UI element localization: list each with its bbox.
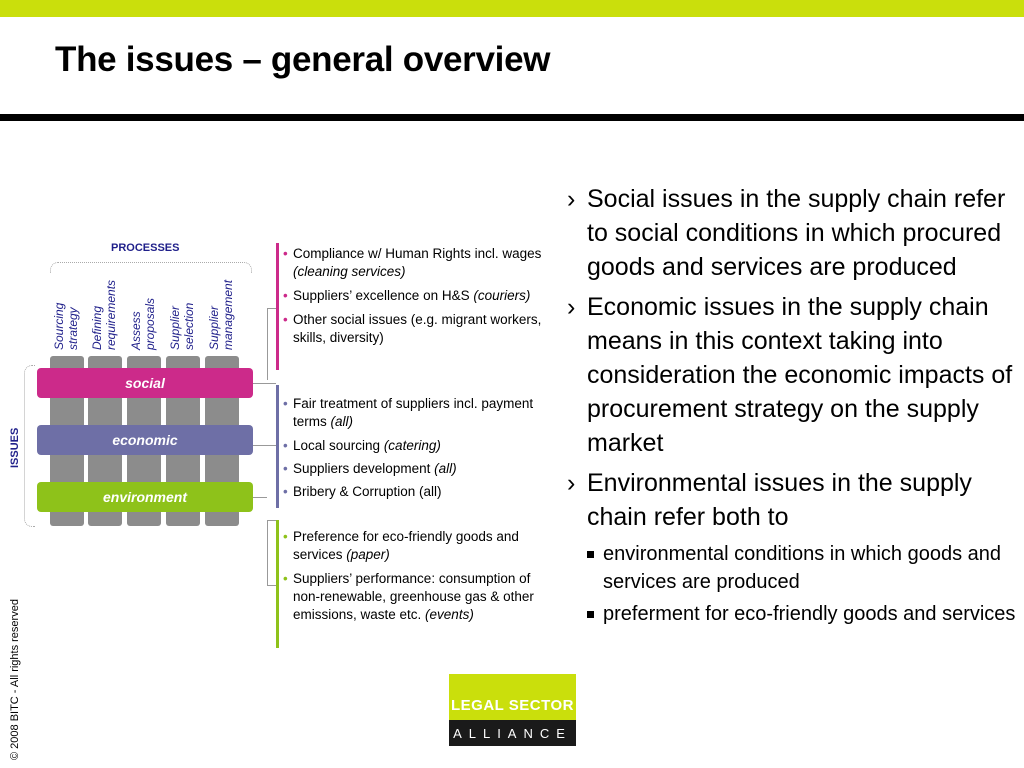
process-label-line: Sourcing bbox=[52, 302, 66, 350]
process-label-line: Defining bbox=[90, 305, 104, 350]
sub-point-text: environmental conditions in which goods and services are produced bbox=[603, 543, 1002, 593]
bullet-marker: • bbox=[283, 484, 288, 499]
bullet-marker: • bbox=[283, 529, 288, 544]
process-label-line: Supplier bbox=[168, 305, 182, 350]
connector-economic bbox=[253, 445, 276, 446]
process-label-line: management bbox=[221, 279, 235, 350]
logo-bottom-text: ALLIANCE bbox=[449, 720, 576, 746]
list-item bbox=[283, 460, 548, 478]
issue-note: (cleaning services) bbox=[293, 264, 406, 279]
issues-brace bbox=[24, 365, 35, 527]
issue-text: Suppliers development bbox=[293, 461, 435, 476]
list-item bbox=[283, 311, 548, 347]
main-point bbox=[563, 182, 1018, 284]
legal-sector-alliance-logo bbox=[449, 674, 576, 746]
main-points-list bbox=[563, 182, 1018, 634]
process-label-line: requirements bbox=[104, 279, 118, 350]
issue-note: (all) bbox=[330, 414, 354, 429]
main-point bbox=[563, 466, 1018, 628]
square-bullet-icon bbox=[587, 551, 594, 558]
main-point-text: Social issues in the supply chain refer to social conditions in which procured goods and services are produced bbox=[587, 185, 1006, 281]
bullet-marker: • bbox=[283, 288, 288, 303]
bullet-marker: • bbox=[283, 246, 288, 261]
square-bullet-icon bbox=[587, 611, 594, 618]
processes-label: PROCESSES bbox=[111, 242, 180, 254]
main-point-text: Economic issues in the supply chain means in this context taking into consideration the economic impacts of procurement strategy on the supply market bbox=[587, 293, 1013, 457]
connector-environment bbox=[253, 497, 267, 498]
issue-text: Suppliers’ performance: consumption of non-renewable, greenhouse gas & other emissions, waste etc. bbox=[293, 571, 534, 622]
list-item bbox=[283, 287, 548, 305]
connector-social bbox=[253, 383, 276, 384]
list-item bbox=[283, 395, 548, 431]
issue-text: Local sourcing bbox=[293, 438, 384, 453]
process-label-line: strategy bbox=[66, 307, 80, 350]
page-title: The issues – general overview bbox=[55, 40, 551, 79]
band-environment: environment bbox=[37, 482, 253, 512]
main-point bbox=[563, 290, 1018, 460]
environment-issues-list bbox=[283, 528, 548, 630]
social-issues-list bbox=[283, 245, 548, 353]
issue-text: Bribery & Corruption (all) bbox=[293, 484, 442, 499]
sub-point bbox=[587, 600, 1018, 628]
list-item bbox=[283, 570, 548, 624]
process-label-supplier-management bbox=[207, 280, 235, 350]
logo-top-text: LEGAL SECTOR bbox=[449, 674, 576, 720]
issue-note: (all) bbox=[434, 461, 457, 476]
chevron-marker: › bbox=[567, 469, 576, 497]
top-accent-bar bbox=[0, 0, 1024, 17]
bullet-marker: • bbox=[283, 461, 288, 476]
social-bracket bbox=[267, 308, 268, 380]
bullet-marker: • bbox=[283, 396, 288, 411]
list-item bbox=[283, 245, 548, 281]
sub-point bbox=[587, 540, 1018, 596]
chevron-marker: › bbox=[567, 293, 576, 321]
process-label-sourcing-strategy bbox=[52, 303, 80, 350]
process-label-assess-proposals bbox=[129, 298, 157, 350]
issue-note: (events) bbox=[425, 607, 474, 622]
issue-text: Compliance w/ Human Rights incl. wages bbox=[293, 246, 542, 261]
title-rule bbox=[0, 114, 1024, 121]
process-label-line: proposals bbox=[143, 297, 157, 350]
chevron-marker: › bbox=[567, 185, 576, 213]
economic-issues-list bbox=[283, 395, 548, 507]
issue-note: (catering) bbox=[383, 438, 441, 453]
process-label-line: Supplier bbox=[207, 305, 221, 350]
sub-point-text: preferment for eco-friendly goods and services bbox=[603, 603, 1016, 625]
band-social: social bbox=[37, 368, 253, 398]
issue-text: Other social issues (e.g. migrant workers, skills, diversity) bbox=[293, 312, 542, 345]
bullet-marker: • bbox=[283, 571, 288, 586]
band-economic: economic bbox=[37, 425, 253, 455]
list-item bbox=[283, 483, 548, 501]
issue-text: Fair treatment of suppliers incl. payment terms bbox=[293, 396, 534, 429]
process-label-line: selection bbox=[182, 302, 196, 350]
list-item bbox=[283, 528, 548, 564]
process-label-line: Assess bbox=[129, 311, 143, 350]
economic-accent-line bbox=[276, 385, 279, 508]
process-label-supplier-selection bbox=[168, 303, 196, 350]
environment-bracket bbox=[267, 520, 268, 586]
issue-text: Suppliers’ excellence on H&S bbox=[293, 288, 474, 303]
processes-brace bbox=[50, 262, 252, 273]
sub-points-list bbox=[587, 540, 1018, 628]
copyright-notice: © 2008 BITC - All rights reserved bbox=[9, 599, 21, 760]
issues-label: ISSUES bbox=[9, 427, 21, 468]
bullet-marker: • bbox=[283, 312, 288, 327]
bullet-marker: • bbox=[283, 438, 288, 453]
issue-text: Preference for eco-friendly goods and services bbox=[293, 529, 519, 562]
process-label-defining-requirements bbox=[90, 280, 118, 350]
list-item bbox=[283, 437, 548, 455]
social-accent-line bbox=[276, 243, 279, 370]
environment-accent-line bbox=[276, 520, 279, 648]
issue-note: (couriers) bbox=[473, 288, 531, 303]
main-point-text: Environmental issues in the supply chain refer both to bbox=[587, 469, 972, 531]
issue-note: (paper) bbox=[346, 547, 390, 562]
